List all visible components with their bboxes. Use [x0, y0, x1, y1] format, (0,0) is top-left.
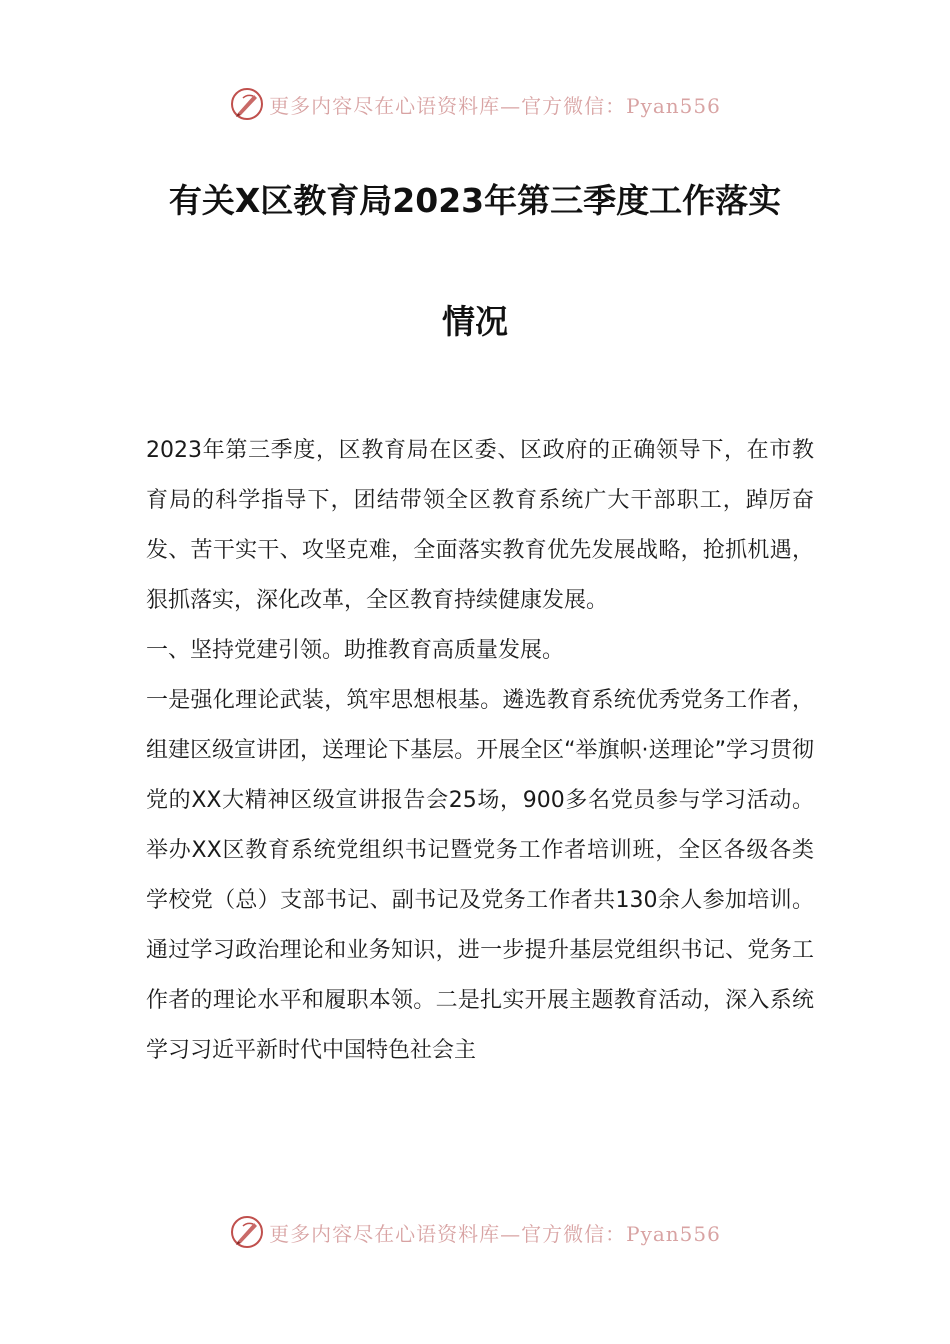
watermark-text: 更多内容尽在心语资料库—官方微信：Pyan556	[269, 93, 721, 118]
section-heading-1: 一、坚持党建引领。助推教育高质量发展。	[146, 638, 565, 663]
document-title-line-2: 情况	[442, 302, 508, 341]
footer-watermark	[0, 1212, 950, 1252]
document-title-line-1: 有关X区教育局2023年第三季度工作落实	[168, 181, 782, 220]
quill-seal-icon	[229, 86, 265, 122]
quill-seal-icon	[229, 1214, 265, 1250]
header-watermark	[0, 84, 950, 124]
document-body	[146, 426, 814, 1076]
watermark-text: 更多内容尽在心语资料库—官方微信：Pyan556	[269, 1221, 721, 1246]
paragraph-intro: 2023年第三季度，区教育局在区委、区政府的正确领导下，在市教育局的科学指导下，团结带领全区教育系统广大干部职工，踔厉奋发、苦干实干、攻坚克难，全面落实教育优先发展战略，抢抓机遇，狠抓落实，深化改革，全区教育持续健康发展。	[146, 438, 814, 613]
paragraph-section-1: 一是强化理论武装，筑牢思想根基。遴选教育系统优秀党务工作者，组建区级宣讲团，送理论下基层。开展全区“举旗帜·送理论”学习贯彻党的XX大精神区级宣讲报告会25场，900多名党员参与学习活动。举办XX区教育系统党组织书记暨党务工作者培训班，全区各级各类学校党（总）支部书记、副书记及党务工作者共130余人参加培训。通过学习政治理论和业务知识，进一步提升基层党组织书记、党务工作者的理论水平和履职本领。二是扎实开展主题教育活动，深入系统学习习近平新时代中国特色社会主	[146, 688, 814, 1063]
